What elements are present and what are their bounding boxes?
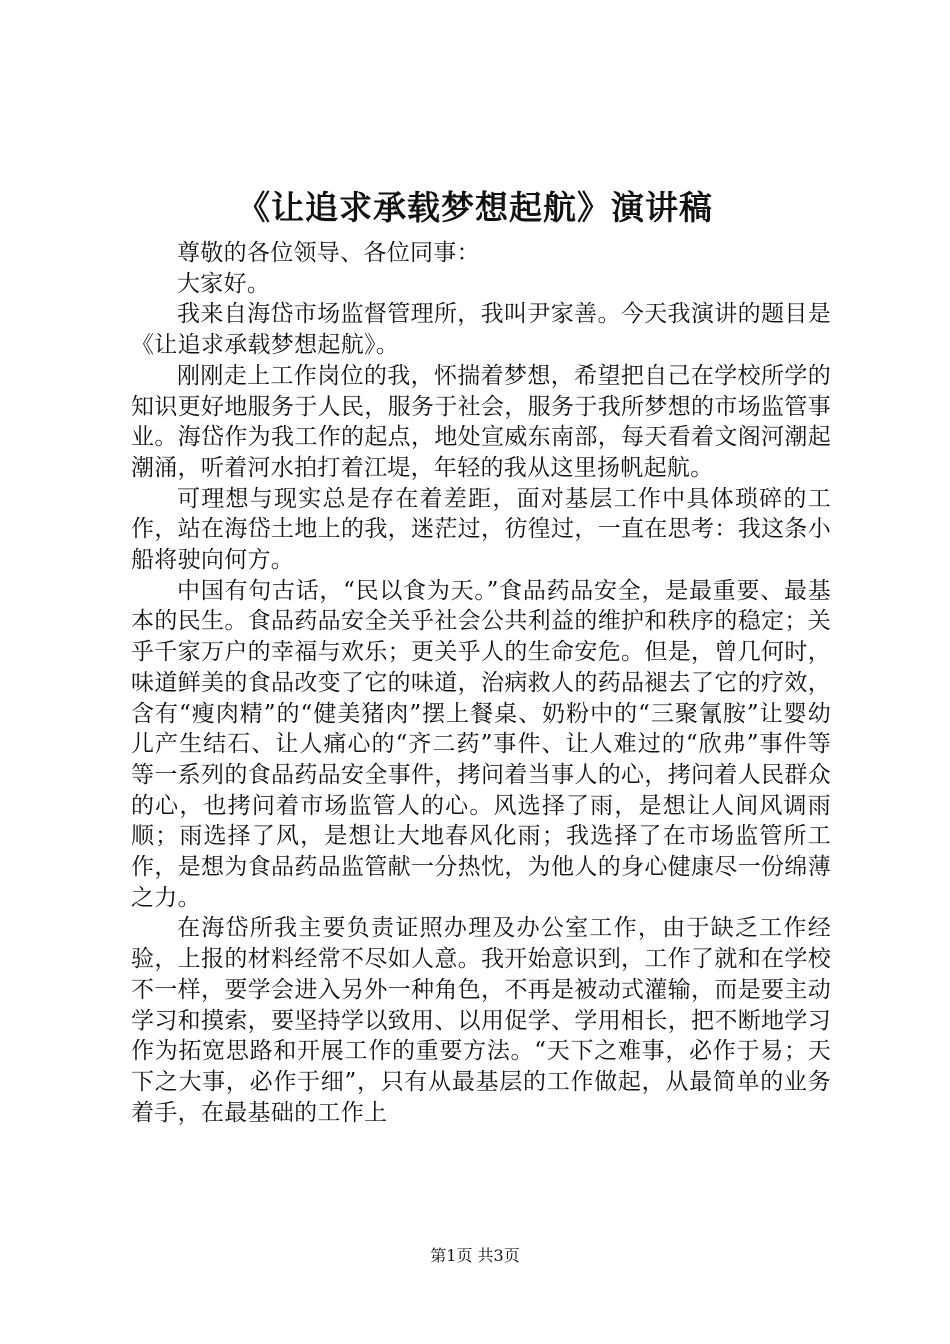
paragraph-food-safety: 中国有句古话，“民以食为天。”食品药品安全，是最重要、最基本的民生。食品药品安全关乎社会公共利益的维护和秩序的稳定；关乎千家万户的幸福与欢乐；更关乎人的生命安危。但是，曾几何时，味道鲜美的食品改变了它的味道，治病救人的药品褪去了它的疗效，含有“瘦肉精”的“健美猪肉”摆上餐桌、奶粉中的“三聚氰胺”让婴幼儿产生结石、让人痛心的“齐二药”事件、让人难过的“欣弗”事件等等一系列的食品药品安全事件，拷问着当事人的心，拷问着人民群众的心，也拷问着市场监管人的心。风选择了雨，是想让人间风调雨顺；雨选择了风，是想让大地春风化雨；我选择了在市场监管所工作，是想为食品药品监管献一分热忱，为他人的身心健康尽一份绵薄之力。: [131, 577, 831, 911]
paragraph-work: 在海岱所我主要负责证照办理及办公室工作，由于缺乏工作经验，上报的材料经常不尽如人意。我开始意识到，工作了就和在学校不一样，要学会进入另外一种角色，不再是被动式灌输，而是要主动学习和摸索，要坚持学以致用、以用促学、学用相长，把不断地学习作为拓宽思路和开展工作的重要方法。“天下之难事，必作于易；天下之大事，必作于细”，只有从最基层的工作做起，从最简单的业务着手，在最基础的工作上: [131, 915, 831, 1126]
document-title: 《让追求承载梦想起航》演讲稿: [237, 188, 713, 227]
page-number: 第1页 共3页: [430, 1246, 520, 1265]
document-body: [131, 238, 831, 1128]
paragraph-reality: 可理想与现实总是存在着差距，面对基层工作中具体琐碎的工作，站在海岱土地上的我，迷茫过，彷徨过，一直在思考：我这条小船将驶向何方。: [131, 485, 831, 574]
paragraph-greeting: 大家好。: [177, 270, 271, 297]
paragraph-dream: 刚刚走上工作岗位的我，怀揣着梦想，希望把自己在学校所学的知识更好地服务于人民，服务于社会，服务于我所梦想的市场监管事业。海岱作为我工作的起点，地处宣威东南部，每天看着文阁河潮起潮涌，听着河水拍打着江堤，年轻的我从这里扬帆起航。: [131, 362, 831, 481]
paragraph-introduction: 我来自海岱市场监督管理所，我叫尹家善。今天我演讲的题目是《让追求承载梦想起航》。: [131, 301, 831, 359]
paragraph-salutation: 尊敬的各位领导、各位同事：: [177, 240, 480, 266]
